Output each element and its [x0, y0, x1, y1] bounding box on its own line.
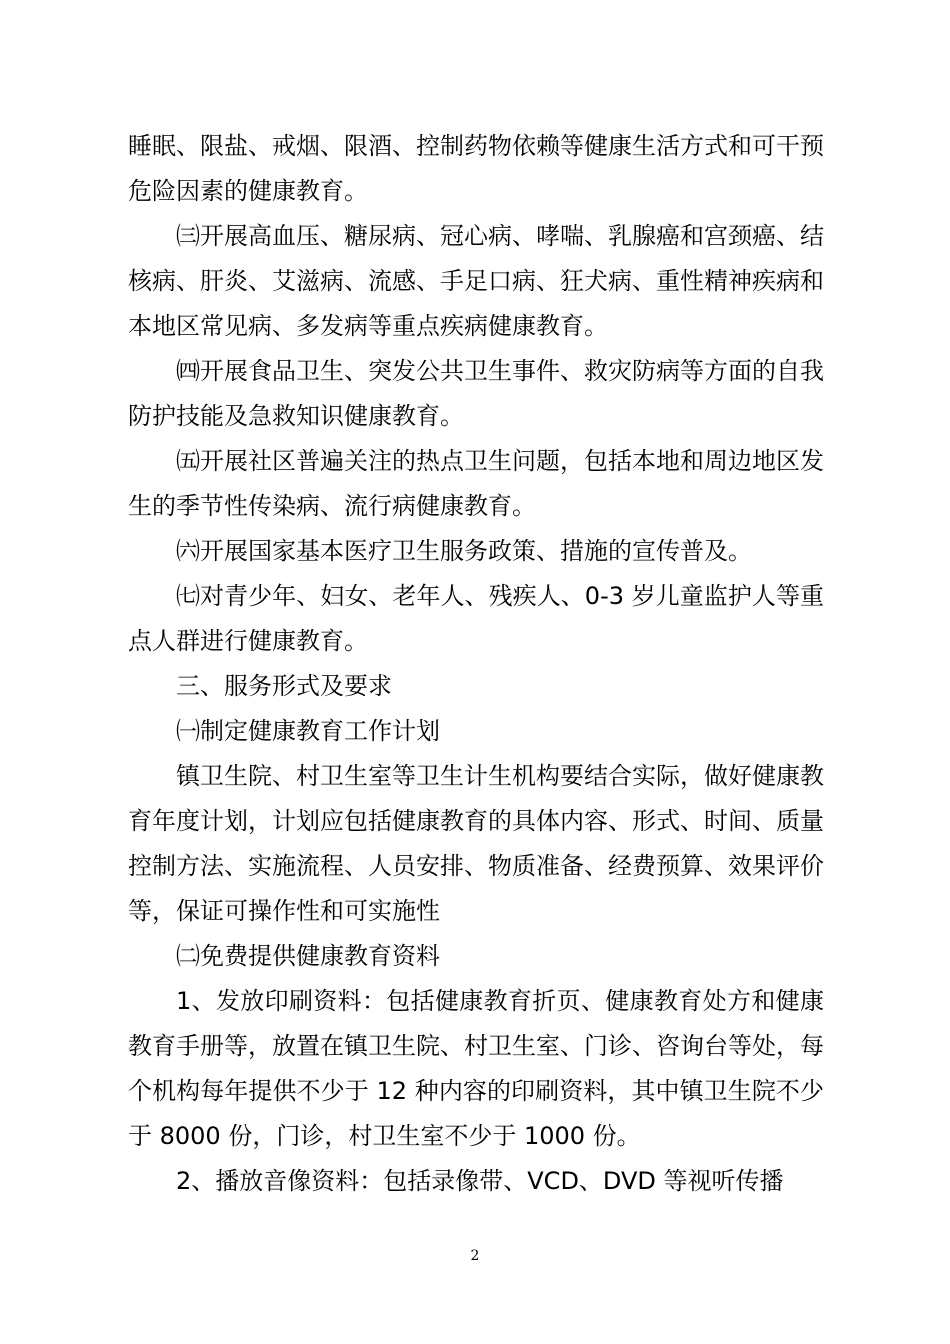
paragraph-item-7: ㈦对青少年、妇女、老年人、残疾人、0-3 岁儿童监护人等重点人群进行健康教育。: [128, 582, 824, 655]
paragraph-continued: 睡眠、限盐、戒烟、限酒、控制药物依赖等健康生活方式和可干预危险因素的健康教育。: [128, 132, 824, 205]
paragraph-item-3: ㈢开展高血压、糖尿病、冠心病、哮喘、乳腺癌和宫颈癌、结核病、肝炎、艾滋病、流感、手足口病、狂犬病、重性精神疾病和本地区常见病、多发病等重点疾病健康教育。: [128, 222, 824, 340]
paragraph-item-4: ㈣开展食品卫生、突发公共卫生事件、救灾防病等方面的自我防护技能及急救知识健康教育。: [128, 357, 824, 430]
paragraph-plan: 镇卫生院、村卫生室等卫生计生机构要结合实际，做好健康教育年度计划，计划应包括健康教育的具体内容、形式、时间、质量控制方法、实施流程、人员安排、物质准备、经费预算、效果评价等，保证可操作性和可实施性: [128, 762, 824, 925]
paragraph-printed-materials: 1、发放印刷资料：包括健康教育折页、健康教育处方和健康教育手册等，放置在镇卫生院、村卫生室、门诊、咨询台等处，每个机构每年提供不少于 12 种内容的印刷资料，其中镇卫生院不少于 8000 份，门诊，村卫生室不少于 1000 份。: [128, 987, 824, 1150]
page-number: 2: [470, 1248, 480, 1264]
paragraph-item-6: ㈥开展国家基本医疗卫生服务政策、措施的宣传普及。: [176, 537, 752, 565]
paragraph-item-5: ㈤开展社区普遍关注的热点卫生问题，包括本地和周边地区发生的季节性传染病、流行病健康教育。: [128, 447, 824, 520]
paragraph-audio-video: 2、播放音像资料：包括录像带、VCD、DVD 等视听传播: [176, 1167, 784, 1195]
subheading-1: ㈠制定健康教育工作计划: [176, 717, 440, 745]
document-body: [128, 124, 824, 1204]
subheading-2: ㈡免费提供健康教育资料: [176, 942, 440, 970]
section-heading-3: 三、服务形式及要求: [176, 672, 392, 700]
